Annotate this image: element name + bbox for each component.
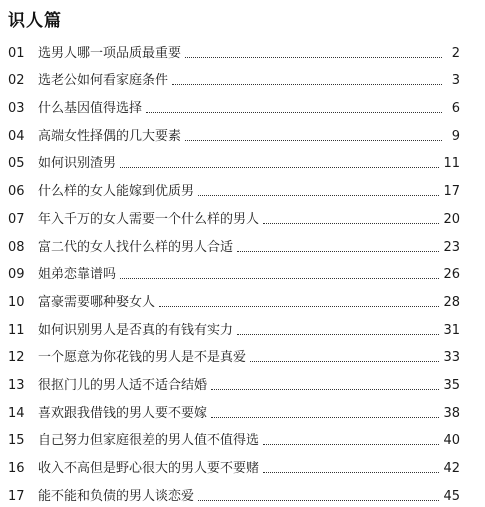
toc-entry-number: 15 bbox=[8, 433, 25, 449]
dot-leader bbox=[185, 57, 442, 58]
toc-entry-title: 姐弟恋靠谱吗 bbox=[38, 267, 117, 283]
toc-entry-number: 05 bbox=[8, 156, 25, 172]
dot-leader bbox=[172, 84, 442, 85]
dot-leader bbox=[120, 278, 439, 279]
toc-entry-number: 16 bbox=[8, 461, 25, 476]
toc-entry bbox=[8, 422, 460, 450]
toc-entry-number: 12 bbox=[8, 350, 25, 366]
dot-leader bbox=[250, 361, 439, 362]
toc-entry-title: 富豪需要哪种娶女人 bbox=[38, 294, 156, 310]
toc-entry bbox=[8, 62, 460, 90]
toc-entry bbox=[8, 311, 460, 339]
toc-entry-title: 很抠门儿的男人适不适合结婚 bbox=[38, 377, 208, 393]
toc-entry-page: 2 bbox=[451, 45, 460, 61]
dot-leader bbox=[211, 417, 439, 418]
toc-entry-number: 01 bbox=[8, 45, 25, 61]
toc-entry bbox=[8, 477, 460, 505]
toc-entry-number: 06 bbox=[8, 184, 25, 200]
table-of-contents bbox=[8, 34, 460, 505]
toc-entry-number: 13 bbox=[8, 377, 25, 393]
dot-leader bbox=[263, 472, 439, 473]
toc-entry-title: 什么基因值得选择 bbox=[38, 101, 143, 117]
toc-entry bbox=[8, 89, 460, 117]
toc-entry-title: 收入不高但是野心很大的男人要不要赌 bbox=[38, 461, 260, 476]
dot-leader bbox=[198, 195, 439, 196]
toc-entry-number: 03 bbox=[8, 101, 25, 117]
toc-entry-title: 富二代的女人找什么样的男人合适 bbox=[38, 239, 234, 255]
toc-entry-title: 选老公如何看家庭条件 bbox=[38, 73, 169, 89]
dot-leader bbox=[263, 444, 439, 445]
toc-entry-page: 28 bbox=[443, 294, 460, 310]
dot-leader bbox=[263, 223, 439, 224]
toc-entry bbox=[8, 145, 460, 173]
dot-leader bbox=[211, 389, 439, 390]
toc-entry-number: 02 bbox=[8, 73, 25, 89]
toc-entry-title: 一个愿意为你花钱的男人是不是真爱 bbox=[38, 350, 247, 366]
toc-entry-title: 高端女性择偶的几大要素 bbox=[38, 128, 182, 144]
toc-entry-title: 年入千万的女人需要一个什么样的男人 bbox=[38, 211, 260, 227]
dot-leader bbox=[185, 140, 442, 141]
toc-entry-title: 选男人哪一项品质最重要 bbox=[38, 45, 182, 61]
toc-entry bbox=[8, 339, 460, 367]
toc-entry-number: 17 bbox=[8, 488, 25, 504]
toc-entry-page: 9 bbox=[451, 128, 460, 144]
toc-entry bbox=[8, 256, 460, 284]
toc-entry bbox=[8, 283, 460, 311]
toc-entry bbox=[8, 449, 460, 477]
toc-entry-page: 31 bbox=[443, 322, 460, 338]
toc-entry-page: 17 bbox=[443, 184, 460, 200]
toc-entry-number: 04 bbox=[8, 128, 25, 144]
toc-entry bbox=[8, 117, 460, 145]
toc-entry-number: 14 bbox=[8, 405, 25, 421]
toc-entry-number: 07 bbox=[8, 211, 25, 227]
toc-entry-page: 42 bbox=[443, 461, 460, 476]
toc-entry-page: 33 bbox=[443, 350, 460, 366]
toc-entry-page: 40 bbox=[443, 433, 460, 449]
section-title: 识人篇 bbox=[8, 11, 62, 31]
toc-entry-title: 如何识别渣男 bbox=[38, 156, 117, 172]
toc-entry-page: 11 bbox=[443, 156, 460, 172]
toc-entry bbox=[8, 200, 460, 228]
toc-entry-number: 08 bbox=[8, 239, 25, 255]
dot-leader bbox=[120, 167, 439, 168]
toc-entry-number: 11 bbox=[8, 322, 25, 338]
toc-entry bbox=[8, 172, 460, 200]
toc-entry bbox=[8, 394, 460, 422]
toc-entry-page: 23 bbox=[443, 239, 460, 255]
toc-entry-page: 3 bbox=[451, 73, 460, 89]
toc-entry-title: 能不能和负债的男人谈恋爱 bbox=[38, 488, 195, 504]
dot-leader bbox=[198, 500, 439, 501]
dot-leader bbox=[146, 112, 442, 113]
toc-entry-number: 10 bbox=[8, 294, 25, 310]
toc-entry-title: 自己努力但家庭很差的男人值不值得选 bbox=[38, 433, 260, 449]
toc-entry-title: 喜欢跟我借钱的男人要不要嫁 bbox=[38, 405, 208, 421]
toc-entry-title: 什么样的女人能嫁到优质男 bbox=[38, 184, 195, 200]
toc-entry bbox=[8, 366, 460, 394]
dot-leader bbox=[237, 334, 439, 335]
toc-entry-page: 38 bbox=[443, 405, 460, 421]
toc-entry-page: 6 bbox=[451, 101, 460, 117]
dot-leader bbox=[237, 251, 439, 252]
toc-entry-title: 如何识别男人是否真的有钱有实力 bbox=[38, 322, 234, 338]
toc-entry-page: 45 bbox=[443, 488, 460, 504]
toc-entry bbox=[8, 34, 460, 62]
toc-entry bbox=[8, 228, 460, 256]
toc-entry-page: 26 bbox=[443, 267, 460, 283]
toc-entry-page: 20 bbox=[443, 211, 460, 227]
toc-entry-page: 35 bbox=[443, 377, 460, 393]
dot-leader bbox=[159, 306, 439, 307]
toc-entry-number: 09 bbox=[8, 267, 25, 283]
